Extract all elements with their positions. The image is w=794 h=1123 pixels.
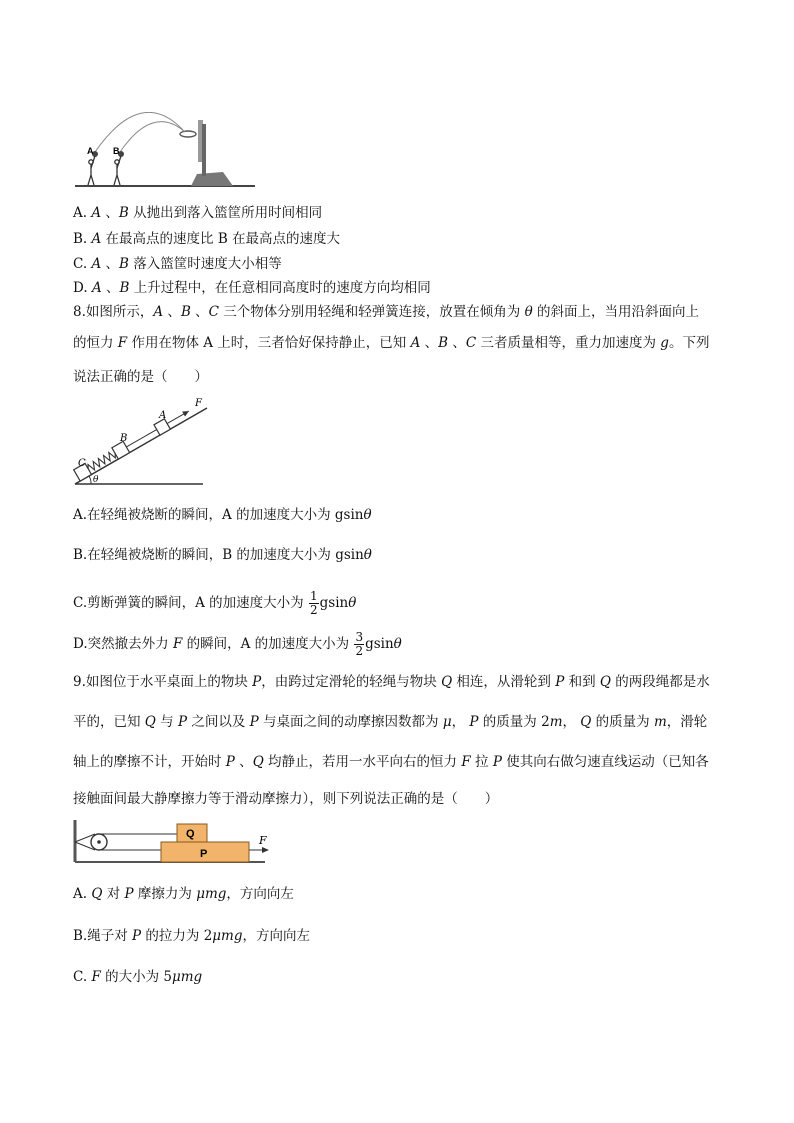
fraction-three-halves: $\frac{3}{2}$ bbox=[355, 630, 364, 658]
fig-label-theta: θ bbox=[93, 475, 99, 485]
fig-label-a: A bbox=[159, 410, 167, 421]
q8-option-d: D.突然撤去外力 F 的瞬间，A 的加速度大小为 $\frac{3}{2}$ gsinθ bbox=[73, 630, 402, 658]
fig-label-c: C bbox=[78, 458, 86, 469]
fig-label-a: A bbox=[87, 146, 94, 156]
q9-stem-line-3: 轴上的摩擦不计，开始时 P 、Q 均静止，若用一水平向右的恒力 F 拉 P 使其向右做匀速直线运动（已知各 bbox=[73, 754, 709, 770]
basketball-figure bbox=[73, 112, 258, 194]
fig-label-b: B bbox=[113, 146, 120, 156]
incline-figure bbox=[73, 396, 213, 488]
q9-option-b: B.绳子对 P 的拉力为 2μmg，方向向左 bbox=[73, 928, 310, 944]
fig-label-f: F bbox=[195, 398, 202, 409]
q7-option-b: B. A 在最高点的速度比 B 在最高点的速度大 bbox=[73, 231, 341, 247]
q9-stem-line-2: 平的，已知 Q 与 P 之间以及 P 与桌面之间的动摩擦因数都为 μ， P 的质量为 2m， Q 的质量为 m，滑轮 bbox=[73, 714, 708, 730]
fig-label-p: P bbox=[200, 848, 208, 860]
pulley-figure bbox=[73, 816, 273, 866]
q8-stem-line-3: 说法正确的是（ ） bbox=[73, 369, 208, 385]
q9-stem-line-1: 9.如图位于水平桌面上的物块 P，由跨过定滑轮的轻绳与物块 Q 相连，从滑轮到 P 和到 Q 的两段绳都是水 bbox=[73, 674, 710, 690]
fraction-one-half: $\frac{1}{2}$ bbox=[309, 589, 318, 617]
q9-stem-line-4: 接触面间最大静摩擦力等于滑动摩擦力），则下列说法正确的是（ ） bbox=[73, 791, 499, 807]
q9-option-c: C. F 的大小为 5μmg bbox=[73, 969, 203, 985]
q7-option-c: C. A 、B 落入篮筐时速度大小相等 bbox=[73, 256, 282, 272]
q9-option-a: A. Q 对 P 摩擦力为 μmg，方向向左 bbox=[73, 886, 294, 902]
q8-stem-line-2: 的恒力 F 作用在物体 A 上时，三者恰好保持静止，已知 A 、B 、C 三者质量相等，重力加速度为 g。下列 bbox=[73, 335, 710, 351]
fig-label-q: Q bbox=[186, 828, 195, 840]
q8-option-b: B.在轻绳被烧断的瞬间，B 的加速度大小为 gsinθ bbox=[73, 547, 372, 563]
q7-option-d: D. A 、B 上升过程中，在任意相同高度时的速度方向均相同 bbox=[73, 280, 431, 296]
q8-option-a: A.在轻绳被烧断的瞬间，A 的加速度大小为 gsinθ bbox=[73, 507, 372, 523]
q7-option-a: A. A 、B 从抛出到落入篮筐所用时间相同 bbox=[73, 205, 323, 221]
q8-option-c: C.剪断弹簧的瞬间，A 的加速度大小为 $\frac{1}{2}$ gsinθ bbox=[73, 589, 357, 617]
fig-label-b: B bbox=[120, 433, 128, 444]
q8-stem-line-1: 8.如图所示，A 、B 、C 三个物体分别用轻绳和轻弹簧连接，放置在倾角为 θ 的斜面上，当用沿斜面向上 bbox=[73, 304, 700, 320]
fig-label-f: F bbox=[259, 834, 267, 847]
